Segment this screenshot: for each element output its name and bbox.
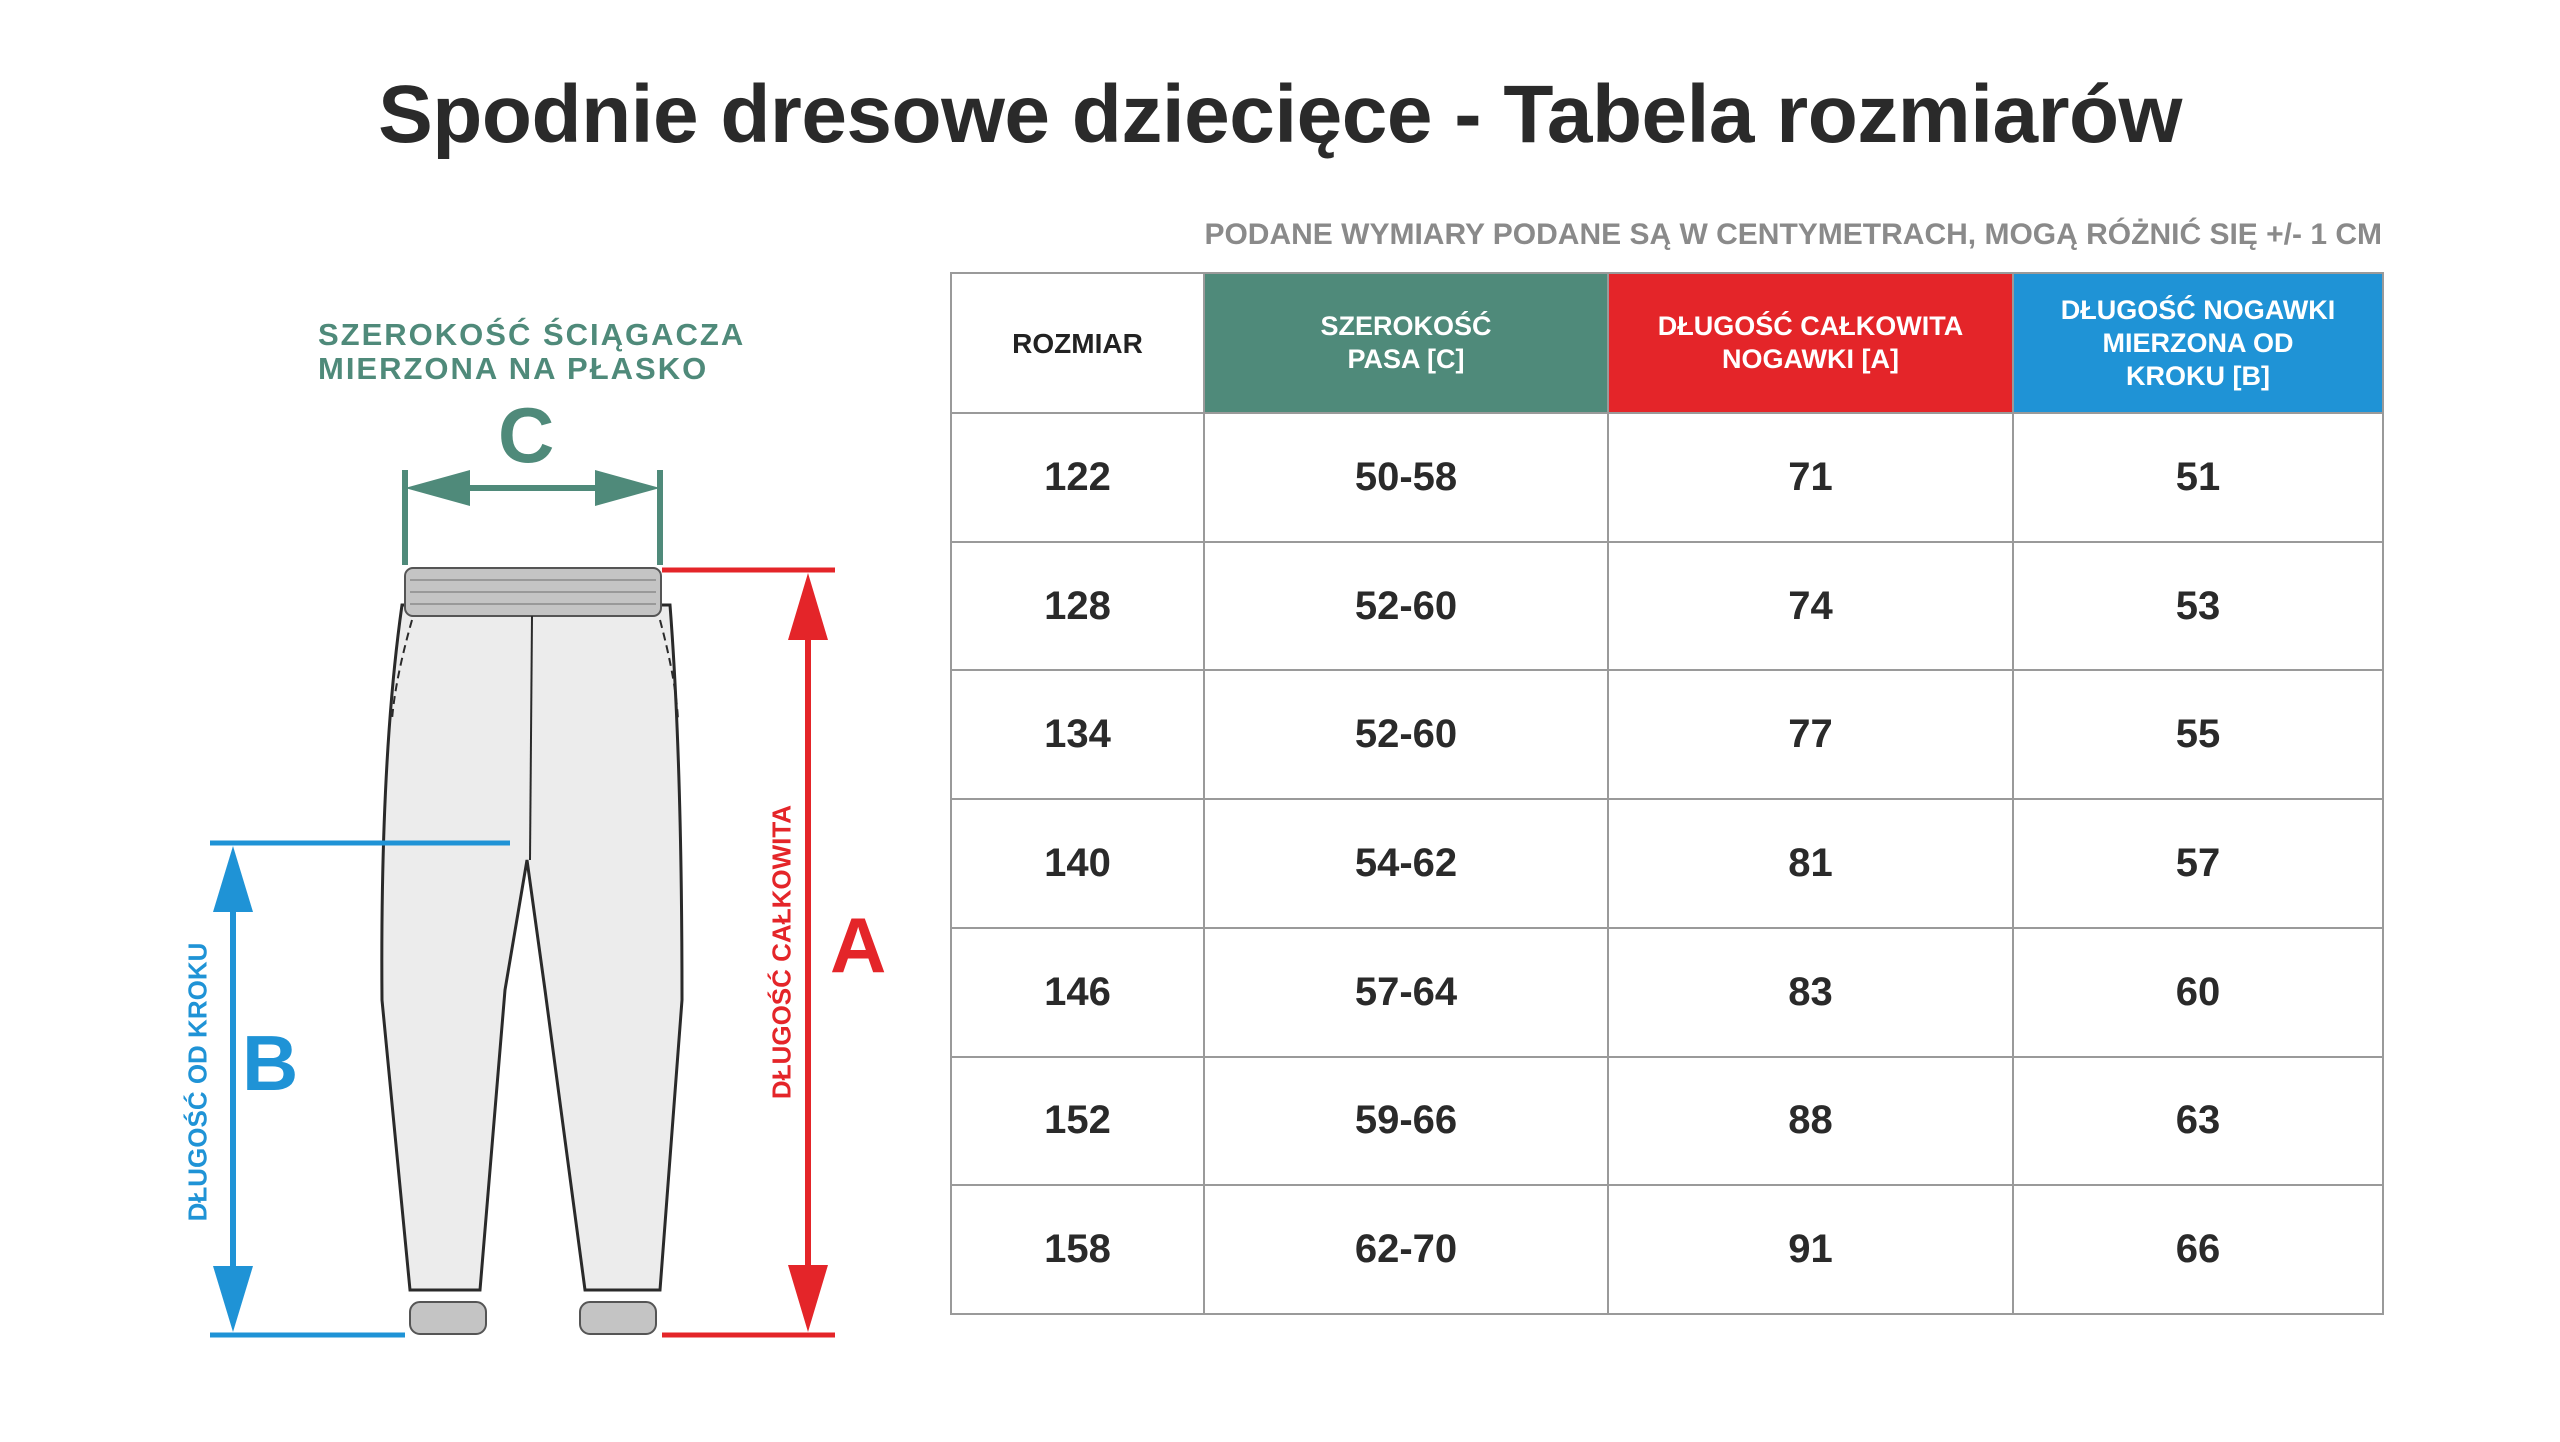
letter-b-label: B xyxy=(242,1019,299,1107)
table-row xyxy=(951,542,2383,671)
cell-inseam: 66 xyxy=(2013,1185,2383,1314)
cell-size: 134 xyxy=(951,670,1204,799)
cell-size: 146 xyxy=(951,928,1204,1057)
pants-illustration xyxy=(0,0,950,1437)
left-cuff xyxy=(410,1302,486,1334)
header-size: ROZMIAR xyxy=(951,273,1204,413)
cell-inseam: 63 xyxy=(2013,1057,2383,1186)
cell-total-length: 91 xyxy=(1608,1185,2013,1314)
letter-c-label: C xyxy=(498,391,555,479)
table-header-row xyxy=(951,273,2383,413)
cell-waist: 57-64 xyxy=(1204,928,1608,1057)
letter-a-label: A xyxy=(830,901,887,989)
cell-waist: 52-60 xyxy=(1204,670,1608,799)
waist-caption-line1: SZEROKOŚĆ ŚCIĄGACZA xyxy=(318,317,746,352)
table-row xyxy=(951,670,2383,799)
cell-total-length: 81 xyxy=(1608,799,2013,928)
total-length-label: DŁUGOŚĆ CAŁKOWITA xyxy=(766,804,797,1100)
header-waist-line2: PASA [C] xyxy=(1347,344,1465,374)
cell-waist: 52-60 xyxy=(1204,542,1608,671)
cell-waist: 54-62 xyxy=(1204,799,1608,928)
cell-inseam: 55 xyxy=(2013,670,2383,799)
pants-diagram xyxy=(0,0,950,1437)
table-row xyxy=(951,1185,2383,1314)
cell-total-length: 71 xyxy=(1608,413,2013,542)
header-waist-line1: SZEROKOŚĆ xyxy=(1320,311,1492,341)
header-waist xyxy=(1204,273,1608,413)
header-inseam xyxy=(2013,273,2383,413)
page-title: Spodnie dresowe dziecięce - Tabela rozmiarów xyxy=(378,69,2182,160)
table-row xyxy=(951,413,2383,542)
header-total-length xyxy=(1608,273,2013,413)
measurement-note: PODANE WYMIARY PODANE SĄ W CENTYMETRACH, MOGĄ RÓŻNIĆ SIĘ +/- 1 CM xyxy=(1204,218,2382,251)
right-cuff xyxy=(580,1302,656,1334)
cell-total-length: 83 xyxy=(1608,928,2013,1057)
cell-waist: 50-58 xyxy=(1204,413,1608,542)
cell-size: 122 xyxy=(951,413,1204,542)
cell-waist: 62-70 xyxy=(1204,1185,1608,1314)
waist-caption-line2: MIERZONA NA PŁASKO xyxy=(318,351,709,386)
header-inseam-line1: DŁUGOŚĆ NOGAWKI xyxy=(2060,294,2336,325)
cell-inseam: 51 xyxy=(2013,413,2383,542)
header-inseam-line3: KROKU [B] xyxy=(2126,360,2270,391)
inseam-length-label: DŁUGOŚĆ OD KROKU xyxy=(182,942,213,1222)
cell-inseam: 53 xyxy=(2013,542,2383,671)
header-total-line2: NOGAWKI [A] xyxy=(1722,344,1899,374)
waist-width-caption xyxy=(318,318,745,386)
cell-inseam: 57 xyxy=(2013,799,2383,928)
cell-total-length: 74 xyxy=(1608,542,2013,671)
header-inseam-line2: MIERZONA OD xyxy=(2102,327,2294,358)
table-row xyxy=(951,1057,2383,1186)
cell-size: 128 xyxy=(951,542,1204,671)
cell-size: 158 xyxy=(951,1185,1204,1314)
cell-size: 140 xyxy=(951,799,1204,928)
cell-size: 152 xyxy=(951,1057,1204,1186)
cell-total-length: 77 xyxy=(1608,670,2013,799)
table-row xyxy=(951,799,2383,928)
cell-total-length: 88 xyxy=(1608,1057,2013,1186)
size-table xyxy=(950,272,2384,1315)
table-row xyxy=(951,928,2383,1057)
header-total-line1: DŁUGOŚĆ CAŁKOWITA xyxy=(1657,311,1964,341)
cell-waist: 59-66 xyxy=(1204,1057,1608,1186)
cell-inseam: 60 xyxy=(2013,928,2383,1057)
